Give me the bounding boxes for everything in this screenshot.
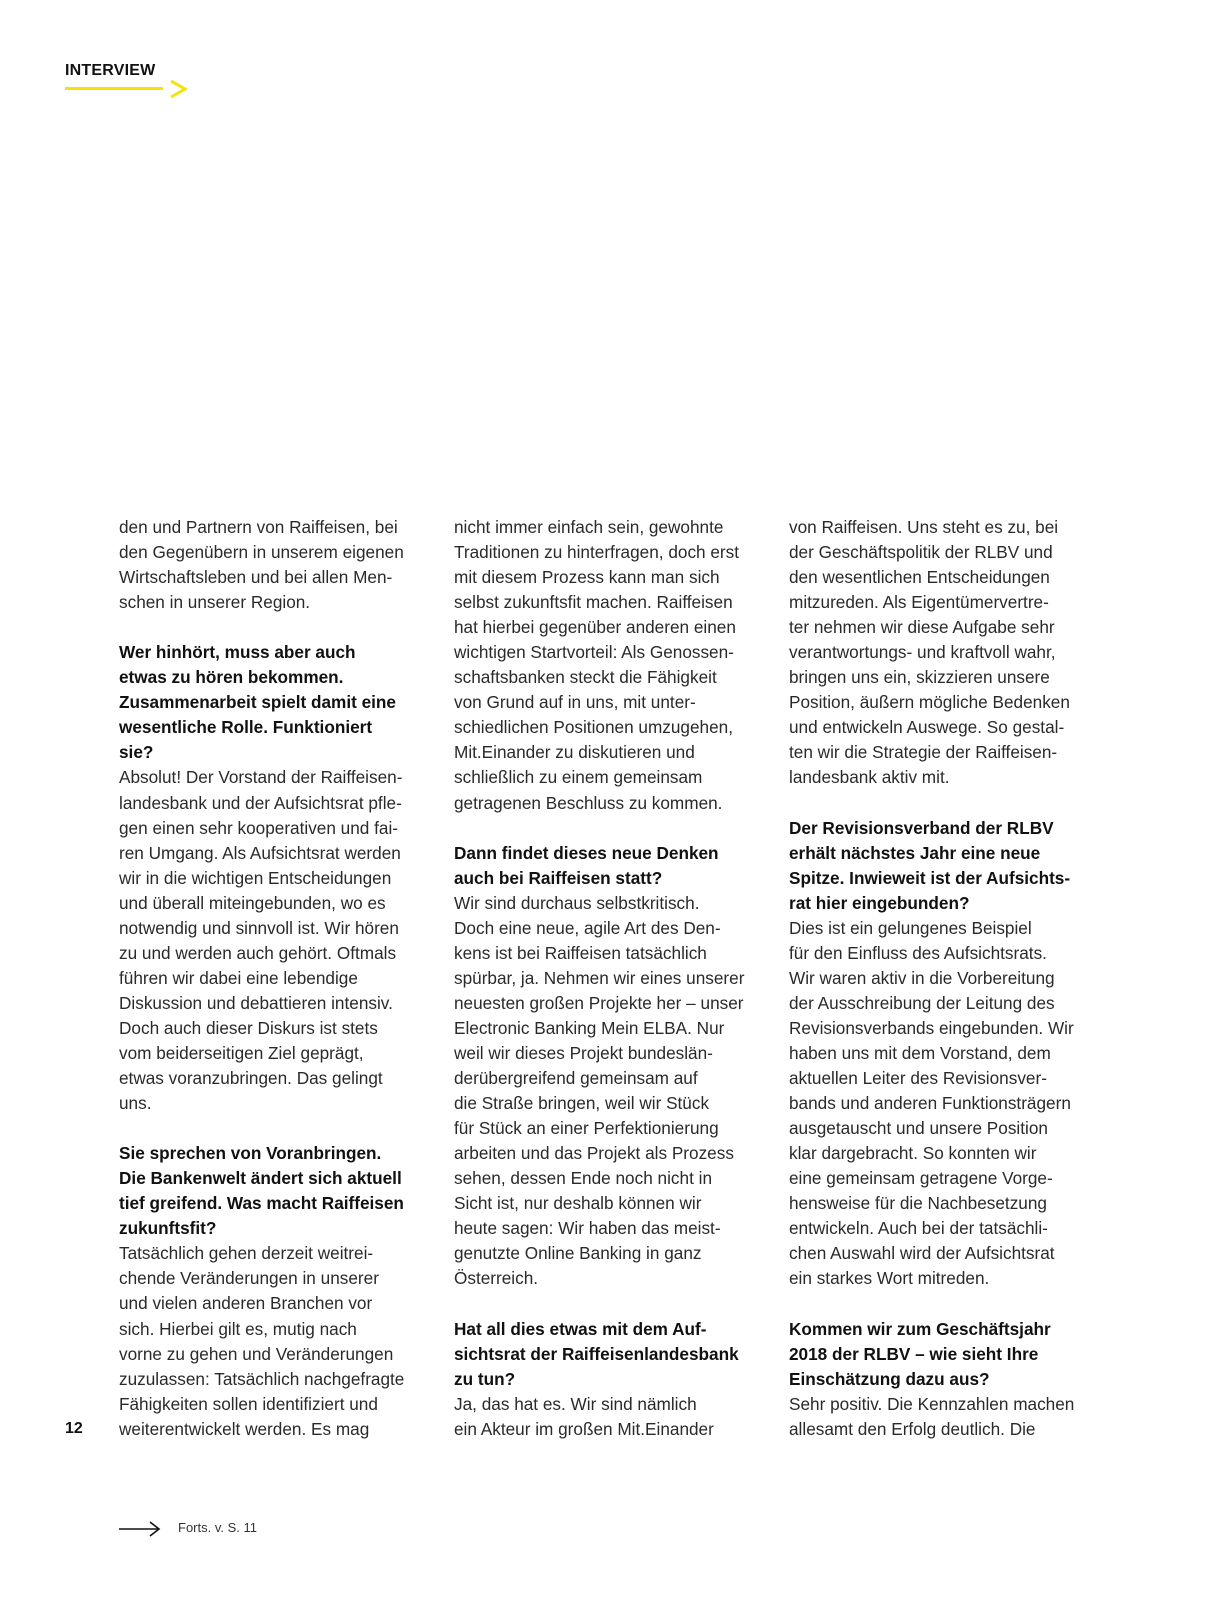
text-line: Dies ist ein gelungenes Beispiel [789,917,1032,938]
text-line: Sehr positiv. Die Kennzahlen machen [789,1393,1075,1414]
text-line: mit diesem Prozess kann man sich [454,567,720,588]
text-line: klar dargebracht. So konnten wir [789,1143,1037,1164]
text-line: ten wir die Strategie der Raiffeisen- [789,742,1058,763]
text-line: Diskussion und debattieren intensiv. [119,992,393,1013]
text-line: Wirtschaftsleben und bei allen Men- [119,567,393,588]
text-line: Electronic Banking Mein ELBA. Nur [454,1017,725,1038]
text-line: etwas zu hören bekommen. [119,667,344,688]
interview-answer [119,515,431,615]
text-line: ren Umgang. Als Aufsichtsrat werden [119,842,401,863]
text-line: Hat all dies etwas mit dem Auf- [454,1318,707,1339]
text-line: vom beiderseitigen Ziel geprägt, [119,1042,364,1063]
text-line: Traditionen zu hinterfragen, doch erst [454,542,740,563]
text-line: ter nehmen wir diese Aufgabe sehr [789,617,1055,638]
paragraph-gap [454,1291,766,1316]
text-line: zu und werden auch gehört. Oftmals [119,942,397,963]
text-line: schaftsbanken steckt die Fähigkeit [454,667,717,688]
interview-answer [119,1241,431,1441]
text-line: der Geschäftspolitik der RLBV und [789,542,1053,563]
text-line: der Ausschreibung der Leitung des [789,992,1055,1013]
text-line: von Raiffeisen. Uns steht es zu, bei [789,517,1059,537]
text-line: schiedlichen Positionen umzugehen, [454,717,734,738]
text-line: Wir sind durchaus selbstkritisch. [454,892,700,913]
paragraph-gap [454,816,766,841]
text-line: wir in die wichtigen Entscheidungen [119,867,392,888]
interview-answer [119,765,431,1116]
text-line: Doch auch dieser Diskurs ist stets [119,1017,378,1038]
text-line: und überall miteingebunden, wo es [119,892,386,913]
text-line: chende Veränderungen in unserer [119,1268,379,1289]
text-line: getragenen Beschluss zu kommen. [454,792,723,813]
text-line: wesentliche Rolle. Funktioniert [119,717,373,738]
text-line: nicht immer einfach sein, gewohnte [454,517,724,537]
page-number: 12 [65,1420,83,1437]
text-line: den und Partnern von Raiffeisen, bei [119,517,398,537]
text-line: heute sagen: Wir haben das meist- [454,1218,721,1239]
text-line: und vielen anderen Branchen vor [119,1293,373,1314]
text-line: bands und anderen Funktionsträgern [789,1093,1071,1114]
text-line: landesbank und der Aufsichtsrat pfle- [119,792,402,813]
text-line: arbeiten und das Projekt als Prozess [454,1143,734,1164]
text-line: Wir waren aktiv in die Vorbereitung [789,967,1055,988]
text-line: allesamt den Erfolg deutlich. Die [789,1418,1036,1439]
interview-answer [789,916,1101,1292]
text-line: entwickeln. Auch bei der tatsächli- [789,1218,1048,1239]
text-line: ein starkes Wort mitreden. [789,1268,990,1289]
text-line: Dann findet dieses neue Denken [454,842,719,863]
interview-answer [789,1392,1101,1442]
text-line: derübergreifend gemeinsam auf [454,1068,698,1089]
text-line: Revisionsverbands eingebunden. Wir [789,1017,1074,1038]
text-line: Der Revisionsverband der RLBV [789,817,1054,838]
text-line: Position, äußern mögliche Bedenken [789,692,1070,713]
text-line: 2018 der RLBV – wie sieht Ihre [789,1343,1039,1364]
text-line: auch bei Raiffeisen statt? [454,867,663,888]
text-line: weil wir dieses Projekt bundeslän- [454,1042,713,1063]
text-column-1 [119,515,431,1442]
text-line: Absolut! Der Vorstand der Raiffeisen- [119,767,403,788]
interview-question [454,1317,766,1392]
text-line: führen wir dabei eine lebendige [119,967,358,988]
interview-question [119,640,431,765]
text-line: zu tun? [454,1368,516,1389]
text-line: Sie sprechen von Voranbringen. [119,1143,382,1164]
text-line: aktuellen Leiter des Revisionsver- [789,1068,1047,1089]
text-line: wichtigen Startvorteil: Als Genossen- [454,642,734,663]
text-line: ausgetauscht und unsere Position [789,1118,1048,1139]
text-line: Doch eine neue, agile Art des Den- [454,917,721,938]
text-line: Spitze. Inwieweit ist der Aufsichts- [789,867,1071,888]
interview-question [789,816,1101,916]
text-line: sich. Hierbei gilt es, mutig nach [119,1318,357,1339]
text-line: und entwickeln Auswege. So gestal- [789,717,1065,738]
text-line: haben uns mit dem Vorstand, dem [789,1042,1051,1063]
section-tag: INTERVIEW [65,62,156,79]
text-line: mitzureden. Als Eigentümervertre- [789,592,1049,613]
text-line: Österreich. [454,1268,539,1289]
interview-question [119,1141,431,1241]
interview-question [454,841,766,891]
text-line: gen einen sehr kooperativen und fai- [119,817,399,838]
text-line: schen in unserer Region. [119,592,311,613]
text-line: ein Akteur im großen Mit.Einander [454,1418,714,1439]
text-line: Einschätzung dazu aus? [789,1368,990,1389]
text-line: für den Einfluss des Aufsichtsrats. [789,942,1047,963]
paragraph-gap [789,1291,1101,1316]
text-line: rat hier eingebunden? [789,892,970,913]
arrow-right-icon [118,1520,162,1538]
paragraph-gap [119,1116,431,1141]
text-line: vorne zu gehen und Veränderungen [119,1343,394,1364]
text-line: den Gegenübern in unserem eigenen [119,542,404,563]
text-line: kens ist bei Raiffeisen tatsächlich [454,942,707,963]
text-line: landesbank aktiv mit. [789,767,950,788]
text-line: schließlich zu einem gemeinsam [454,767,703,788]
interview-answer [789,515,1101,791]
text-line: weiterentwickelt werden. Es mag [119,1418,370,1439]
text-line: hensweise für die Nachbesetzung [789,1193,1047,1214]
text-line: eine gemeinsam getragene Vorge- [789,1168,1053,1189]
text-line: Fähigkeiten sollen identifiziert und [119,1393,378,1414]
text-line: Sicht ist, nur deshalb können wir [454,1193,702,1214]
continuation-note: Forts. v. S. 11 [178,1520,257,1535]
text-line: die Straße bringen, weil wir Stück [454,1093,710,1114]
text-column-3 [789,515,1101,1442]
interview-answer [454,891,766,1292]
text-line: sichtsrat der Raiffeisenlandesbank [454,1343,739,1364]
text-line: sie? [119,742,154,763]
text-line: Mit.Einander zu diskutieren und [454,742,695,763]
interview-answer [454,1392,766,1442]
text-line: Ja, das hat es. Wir sind nämlich [454,1393,697,1414]
text-line: Tatsächlich gehen derzeit weitrei- [119,1243,374,1264]
text-line: selbst zukunftsfit machen. Raiffeisen [454,592,733,613]
text-line: genutzte Online Banking in ganz [454,1243,702,1264]
text-line: Die Bankenwelt ändert sich aktuell [119,1168,402,1189]
text-line: zuzulassen: Tatsächlich nachgefragte [119,1368,405,1389]
text-line: hat hierbei gegenüber anderen einen [454,617,736,638]
text-line: bringen uns ein, skizzieren unsere [789,667,1050,688]
text-line: notwendig und sinnvoll ist. Wir hören [119,917,399,938]
text-line: uns. [119,1093,152,1114]
text-column-2 [454,515,766,1442]
paragraph-gap [789,791,1101,816]
text-line: neuesten großen Projekte her – unser [454,992,744,1013]
text-line: erhält nächstes Jahr eine neue [789,842,1041,863]
text-line: den wesentlichen Entscheidungen [789,567,1050,588]
text-line: zukunftsfit? [119,1218,217,1239]
text-line: chen Auswahl wird der Aufsichtsrat [789,1243,1055,1264]
text-line: spürbar, ja. Nehmen wir eines unserer [454,967,745,988]
interview-question [789,1317,1101,1392]
text-line: Wer hinhört, muss aber auch [119,642,356,663]
interview-answer [454,515,766,816]
text-line: sehen, dessen Ende noch nicht in [454,1168,712,1189]
text-line: tief greifend. Was macht Raiffeisen [119,1193,404,1214]
text-line: verantwortungs- und kraftvoll wahr, [789,642,1056,663]
chevron-right-icon [168,79,190,99]
text-line: von Grund auf in uns, mit unter- [454,692,696,713]
text-line: etwas voranzubringen. Das gelingt [119,1068,383,1089]
text-line: Kommen wir zum Geschäftsjahr [789,1318,1051,1339]
text-line: Zusammenarbeit spielt damit eine [119,692,396,713]
text-line: für Stück an einer Perfektionierung [454,1118,719,1139]
section-tag-underline [65,87,163,90]
paragraph-gap [119,615,431,640]
